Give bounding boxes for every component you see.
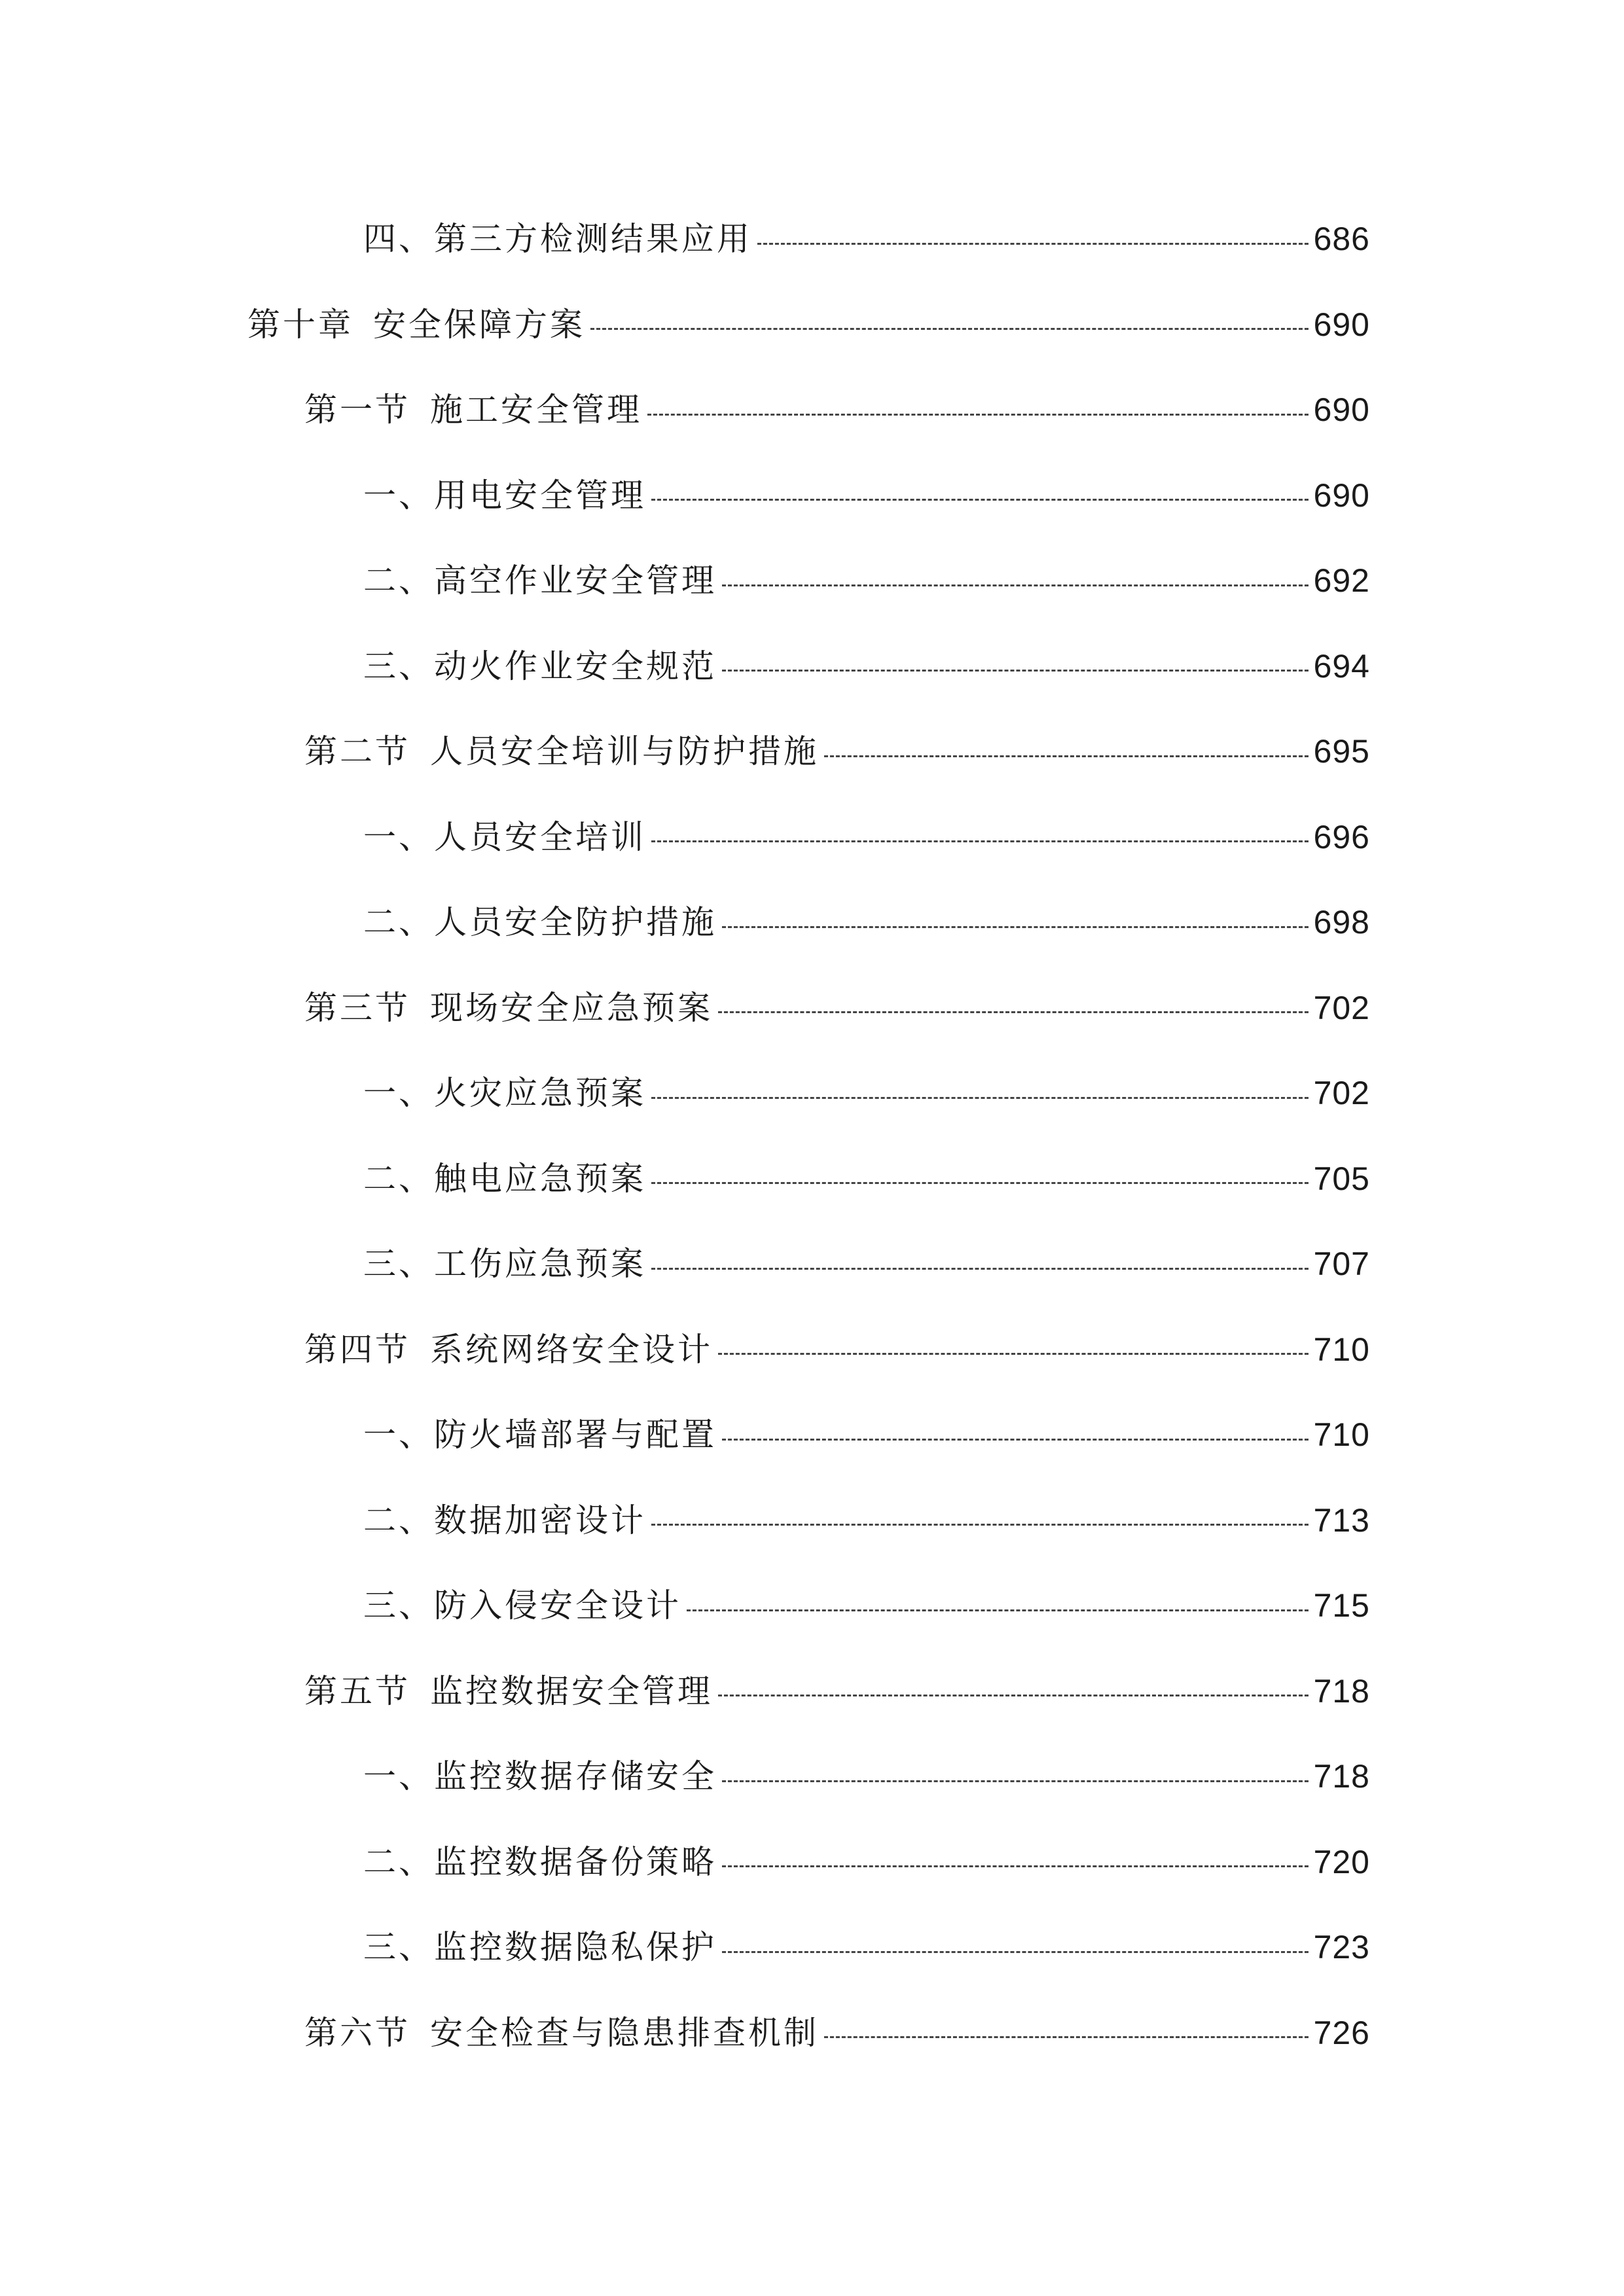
toc-entry[interactable] [363,1494,1370,1547]
toc-entry-text: 一、防火墙部署与配置 [363,1416,717,1454]
toc-entry-title [363,1750,717,1803]
toc-dot-leader [722,926,1308,928]
toc-entry-text: 一、用电安全管理 [363,476,646,514]
toc-page-number: 705 [1313,1160,1370,1197]
toc-entry[interactable] [363,1921,1370,1973]
toc-entry-title [363,1921,717,1973]
toc-entry-text: 一、监控数据存储安全 [363,1757,717,1795]
toc-entry-text: 三、监控数据隐私保护 [363,1928,717,1966]
toc-dot-leader [651,1524,1308,1526]
toc-entry-title [304,982,713,1034]
toc-dot-leader [718,1011,1308,1013]
toc-entry-text: 安全检查与隐患排查机制 [430,2013,819,2052]
toc-dot-leader [651,1268,1308,1270]
toc-page-number: 694 [1313,647,1370,685]
toc-entry[interactable] [363,1238,1370,1290]
toc-dot-leader [651,499,1308,501]
toc-entry-number: 第二节 [304,732,410,770]
toc-entry[interactable] [304,384,1370,436]
toc-page-number: 718 [1313,1672,1370,1710]
toc-entry-text: 人员安全培训与防护措施 [430,732,819,770]
toc-entry-title [363,811,646,863]
toc-page-number: 720 [1313,1843,1370,1880]
toc-entry-title [363,1067,646,1119]
toc-dot-leader [824,755,1308,757]
toc-page-number: 718 [1313,1758,1370,1795]
toc-entry-text: 二、触电应急预案 [363,1159,646,1198]
toc-entry[interactable] [363,213,1370,265]
toc-entry-text: 三、动火作业安全规范 [363,647,717,685]
toc-entry[interactable] [247,298,1370,351]
toc-page-number: 707 [1313,1246,1370,1282]
toc-entry[interactable] [363,1750,1370,1803]
toc-entry[interactable] [363,811,1370,863]
toc-entry-title [363,640,717,692]
toc-entry[interactable] [304,1323,1370,1376]
toc-entry-number: 第三节 [304,988,410,1027]
toc-entry-text: 监控数据安全管理 [430,1672,713,1710]
toc-page-number: 690 [1313,391,1370,428]
toc-entry[interactable] [363,640,1370,692]
toc-entry[interactable] [363,554,1370,607]
toc-entry-text: 三、防入侵安全设计 [363,1587,681,1624]
toc-page-number: 696 [1313,818,1370,855]
toc-entry[interactable] [363,1408,1370,1461]
toc-dot-leader [651,840,1308,842]
toc-dot-leader [824,2036,1308,2038]
toc-entry-text: 安全保障方案 [373,305,585,344]
toc-entry-text: 一、火灾应急预案 [363,1074,646,1112]
toc-page-number: 713 [1313,1501,1370,1539]
toc-entry[interactable] [363,896,1370,948]
toc-dot-leader [651,1097,1308,1099]
toc-page-number: 690 [1313,476,1370,514]
toc-page-number: 726 [1313,2014,1370,2051]
toc-entry-text: 现场安全应急预案 [430,988,713,1027]
toc-entry[interactable] [304,2007,1370,2059]
toc-page-number: 692 [1313,562,1370,599]
toc-page-number: 710 [1313,1331,1370,1368]
toc-page-number: 695 [1313,733,1370,770]
toc-entry-title [363,1238,646,1290]
toc-entry-title [304,1665,713,1717]
toc-page-number: 715 [1313,1587,1370,1624]
toc-entry-title [363,896,717,948]
toc-entry-text: 施工安全管理 [430,391,642,429]
toc-dot-leader [722,1780,1308,1782]
toc-entry-text: 三、工伤应急预案 [363,1245,646,1283]
toc-dot-leader [722,1865,1308,1867]
toc-page-number: 710 [1313,1416,1370,1453]
toc-entry-text: 系统网络安全设计 [430,1330,713,1369]
toc-dot-leader [647,414,1308,416]
toc-page-number: 686 [1313,221,1370,257]
toc-entry-text: 一、人员安全培训 [363,817,646,856]
toc-entry[interactable] [363,1836,1370,1888]
toc-entry-title [304,2007,819,2059]
toc-entry-number: 第六节 [304,2013,410,2052]
toc-entry[interactable] [363,1153,1370,1205]
toc-entry[interactable] [363,1067,1370,1119]
toc-entry-title [363,1153,646,1205]
toc-entry-title [363,554,717,607]
toc-entry-text: 二、人员安全防护措施 [363,903,717,941]
toc-entry-number: 第一节 [304,391,410,429]
toc-entry-title [304,384,642,436]
toc-entry-text: 四、第三方检测结果应用 [363,220,752,258]
toc-entry[interactable] [304,982,1370,1034]
toc-page-number: 702 [1313,1075,1370,1111]
toc-entry-title [363,213,752,265]
toc-entry-title [363,469,646,522]
toc-entry-title [363,1579,681,1632]
toc-entry[interactable] [304,725,1370,778]
toc-entry-number: 第十章 [247,305,353,344]
toc-entry-text: 二、数据加密设计 [363,1501,646,1539]
toc-entry-title [363,1836,717,1888]
toc-page-number: 723 [1313,1929,1370,1965]
toc-page-number: 698 [1313,904,1370,941]
toc-entry-number: 第五节 [304,1672,410,1710]
toc-dot-leader [722,1439,1308,1441]
toc-entry[interactable] [304,1665,1370,1717]
toc-dot-leader [718,1353,1308,1355]
toc-entry-text: 二、监控数据备份策略 [363,1842,717,1881]
table-of-contents [0,213,1624,2242]
toc-entry-text: 二、高空作业安全管理 [363,562,717,600]
toc-dot-leader [651,1182,1308,1184]
toc-entry-title [363,1494,646,1547]
toc-entry-title [304,725,819,778]
toc-dot-leader [718,1695,1308,1696]
toc-page-number: 690 [1313,306,1370,343]
toc-entry-title [363,1408,717,1461]
toc-dot-leader [687,1609,1308,1611]
toc-entry-title [247,298,585,351]
toc-page-number: 702 [1313,989,1370,1026]
toc-entry[interactable] [363,469,1370,522]
toc-entry[interactable] [363,1579,1370,1632]
toc-entry-number: 第四节 [304,1330,410,1369]
toc-dot-leader [722,670,1308,672]
toc-dot-leader [722,1951,1308,1953]
toc-dot-leader [590,328,1308,330]
toc-dot-leader [757,243,1308,245]
toc-entry-title [304,1323,713,1376]
toc-dot-leader [722,584,1308,586]
